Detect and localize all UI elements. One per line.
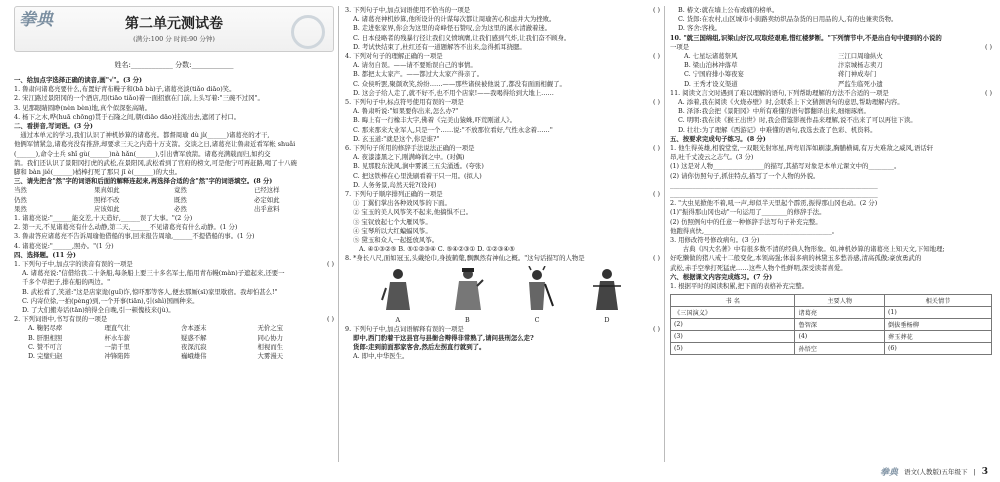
- match-term[interactable]: 当然: [14, 186, 27, 195]
- section-heading: 二、看拼音,写词语。(3 分): [14, 122, 93, 131]
- option-line[interactable]: D. 了大们搬寿话(tān)纳得全自晚,引一顿傀枝来(jù)。: [22, 306, 175, 315]
- question-line: 他跑得真快,________________________________________。: [670, 226, 839, 235]
- question-line: (1)"振得那山冈也动"一句运用了________的修辞手法。: [670, 208, 826, 217]
- option-cell[interactable]: 夜深沉寂: [181, 342, 207, 351]
- table-cell[interactable]: (2): [671, 319, 795, 331]
- column-divider: [338, 6, 339, 462]
- question-line: (1) 这是对人物________________的描写,其描写对象是本单元课文中的________。: [670, 162, 901, 171]
- option-line[interactable]: D. 壮壮:为了理解《西游记》中难懂的语句,我选去查了色彩、机资料。: [678, 125, 877, 134]
- match-term[interactable]: 必然: [174, 204, 187, 213]
- figure-labels: [345, 316, 660, 325]
- question-line: 2. 下列词语中,书写有误的一项是 ( ): [14, 315, 334, 324]
- question-line: 4. 杨下之木,哗(huā chōng)贯于石隆之间,朝(diāo dāo)挂流出去,遮闭了村口。: [14, 112, 241, 121]
- question-line: 9. 下列句子中,加点词语解释有误的一项是 ( ): [345, 324, 660, 333]
- match-term[interactable]: 既然: [174, 195, 187, 204]
- option-cell[interactable]: 理直气壮: [104, 324, 131, 333]
- option-row: [670, 52, 992, 61]
- answer-bracket[interactable]: ( ): [652, 144, 660, 153]
- question-line: (2) 仿照例句中的任意一种修辞手法写句子补充完整。: [670, 217, 822, 226]
- table-row: [671, 331, 992, 343]
- option-row: [14, 324, 334, 333]
- page-footer: 拳典 语文(人教版)五年级下 | 3: [879, 466, 988, 478]
- option-line[interactable]: B. 泽泽:我会把《景阳冈》中所有难懂的语句都翻译出来,细细琢磨。: [678, 107, 870, 116]
- table-cell[interactable]: 鲁智深: [795, 319, 885, 331]
- option-line[interactable]: B. 武松看了,笑道:"这是店家诡(guǐ)诈,惊吓那等客人,便去那厮(sī)家里歇宿。我却怕甚么!": [22, 287, 278, 296]
- match-term[interactable]: 应该如此: [94, 204, 120, 213]
- option-cell[interactable]: A. 七星坛诸葛祭风: [684, 52, 738, 61]
- figure-label: A: [395, 315, 401, 324]
- option-line[interactable]: B. 见那股东洗风,涧中雾溪三五尖涌透。(夸张): [353, 162, 484, 171]
- option-line[interactable]: C. 把这铁棒在心里洗刷看着干只一用。(拟人): [353, 171, 482, 180]
- answer-bracket[interactable]: ( ): [652, 98, 660, 107]
- option-cell[interactable]: 相视而生: [257, 342, 284, 351]
- table-row: [671, 319, 992, 331]
- question-line: 5. 下列句子中,标点符号使用有误的一项是 ( ): [345, 98, 660, 107]
- question-line: 3. 鲁肃答应诸葛亮不告诉周瑜他借船的事,回来报告周瑜,______不提借船的事。(1 分): [14, 232, 255, 241]
- option-row: [14, 343, 334, 352]
- answer-bracket[interactable]: ( ): [652, 6, 660, 14]
- table-row: [671, 307, 992, 319]
- option-cell[interactable]: 蒋门神成寿门: [838, 70, 877, 79]
- question-line: 通过本单元的学习,我们认识了神机妙算的诸葛亮。都督周瑜 dù jì(______)诸葛亮的才干,: [14, 131, 270, 140]
- table-header: 相关情节: [884, 295, 991, 307]
- option-line[interactable]: D. 人务务景,岛然天轮?(设问): [353, 180, 437, 189]
- question-line: 昂,吐千丈凌云之志气。(3 分): [670, 153, 754, 162]
- question-line: 1. 他生得英雄,相貌堂堂,一双眼光射寒星,两弯眉浑如刷漆,胸脯横阔,有万夫难敌之威风,语话轩: [670, 144, 934, 153]
- option-row: [670, 70, 992, 79]
- question-line: 4. 诸葛亮说:"______,照办。"(1 分): [14, 241, 114, 250]
- question-line: _________________________________________________________________: [670, 190, 878, 199]
- table-cell[interactable]: (5): [671, 343, 795, 355]
- table-cell[interactable]: (3): [671, 331, 795, 343]
- option-cell[interactable]: 杯水车薪: [104, 333, 131, 342]
- option-line[interactable]: A. 夜漆漆黑之下,刚满峰润之中。(对偶): [353, 153, 465, 162]
- match-row: [14, 205, 334, 214]
- option-cell[interactable]: C. 赞不可言: [28, 342, 63, 351]
- option-cell[interactable]: 巍峨雄伟: [181, 352, 207, 361]
- section-heading: 10. "就三国绵组,识梁山好汉,叹取经艰难,惜红楼梦断。"下列情节中,不是出自句中提到的小说的: [670, 33, 942, 42]
- option-line[interactable]: D. 这会子给人走了,就不好不,也不用个店家!——我喝得给到大地上……: [353, 88, 554, 97]
- question-line: 4. 下列对句子的理解正确的一项是 ( ): [345, 52, 660, 61]
- table-cell[interactable]: (4): [795, 331, 885, 343]
- option-line[interactable]: B. 都把太太家产。——都过大太家产得亲了。: [353, 70, 484, 79]
- column-divider: [664, 6, 665, 462]
- match-term[interactable]: 出乎意料: [254, 204, 280, 213]
- match-term[interactable]: 果真如此: [94, 186, 120, 195]
- match-row: [14, 186, 334, 195]
- table-row: [671, 343, 992, 355]
- question-line: 脚和 bàn jiě(______)梢棒打死了那只 jī è(______)的大虫。: [14, 168, 182, 177]
- option-cell[interactable]: 三江口周瑜纵火: [838, 52, 883, 61]
- question-line: 6. 下列句子所用的修辞手法说法正确的一项是 ( ): [345, 144, 660, 153]
- book-table: [670, 294, 992, 355]
- option-cell[interactable]: C. 宁国府排小筹夜宴: [684, 70, 744, 79]
- question-line: (______),命令士兵 shǐ gù(______)nà hǎn(______),引出曹军放箭。诸葛亮满载而归,如约交: [14, 149, 271, 158]
- question-line: 3. 见那眼睛圆睁(nèn bèn)地,真个似深张高睛。: [14, 103, 152, 112]
- match-term[interactable]: 已经这样: [254, 186, 280, 195]
- option-line[interactable]: D. 客舍:客栈。: [678, 24, 722, 33]
- table-cell[interactable]: 倒拔垂杨柳: [884, 319, 991, 331]
- section-heading[interactable]: 即中,西门豹着干这县官与县衙合辩得非常熟了,请问县刑怎么走?: [353, 333, 534, 342]
- question-line: 2. 宋江路过景阳冈的一个酒店,用(tiāo tiǎo)着一面招旗在门前,上头写着:"三碗不过冈"。: [14, 94, 264, 103]
- option-cell[interactable]: 汴京城杨志卖刀: [838, 61, 883, 70]
- table-cell[interactable]: 孙悟空: [795, 343, 885, 355]
- section-heading: 六、根据课文内容完成练习。(7 分): [670, 272, 773, 281]
- figure-label: C: [534, 315, 540, 324]
- question-line: 2. 第一天,不见诸葛亮有什么动静,第二天,______不见诸葛亮有什么动静。(1 分): [14, 223, 238, 232]
- option-line[interactable]: ① 丁翼们掌出各种效风筝的下面。: [353, 199, 451, 208]
- question-line: 3. 下列句子中,加点词语使用不恰当的一项是 ( ): [345, 6, 660, 14]
- option-cell[interactable]: 同心协力: [257, 333, 284, 342]
- option-cell[interactable]: D. 王秀才设义渠道: [684, 79, 738, 88]
- option-line[interactable]: ④ 宝琴所以大红蝙蝠风筝。: [353, 226, 432, 235]
- option-line[interactable]: B. 走进张家界,你会为这里的奇峰怪石赞叹,会为这里的溪水清澈着迷。: [353, 24, 552, 33]
- option-cell[interactable]: 疑惑不解: [181, 333, 207, 342]
- question-line: _________________________________________________________________: [670, 180, 878, 189]
- option-line[interactable]: A. 请勿自误。——请不要贻误自己的事情。: [353, 61, 477, 70]
- brand-logo: 拳典: [19, 10, 53, 30]
- option-cell[interactable]: A. 鞠躬尽瘁: [28, 324, 63, 333]
- option-cell[interactable]: B. 梁山泊林冲落草: [684, 61, 738, 70]
- figure-c-image[interactable]: [519, 266, 555, 312]
- table-cell[interactable]: (6): [884, 343, 991, 355]
- answer-bracket[interactable]: ( ): [326, 260, 334, 269]
- question-line: 他俩军情紧急,诸葛亮没有推辞,却要求三天之内造十万支箭。交谈之日,诸葛亮让鲁肃近看军帐 shuǎi: [14, 140, 296, 149]
- column-left: [14, 0, 334, 482]
- option-cell[interactable]: B. 肝胆相照: [28, 333, 63, 342]
- option-line[interactable]: C. 内寄位徐,一拍(pèng)到,一个开事(tiān),引(shì)国画种来。: [22, 296, 199, 305]
- option-line[interactable]: C. 众侯听罢,聚颜欢笑,纷纷……——那些诸侯被他说了,都没有面面相觑了。: [353, 79, 566, 88]
- footer-subject: 语文(人教版)五年级下: [903, 468, 968, 476]
- match-term[interactable]: 竟然: [174, 186, 187, 195]
- table-cell[interactable]: 诸葛亮: [795, 307, 885, 319]
- footer-brand: 拳典: [879, 468, 898, 478]
- option-row: [14, 352, 334, 361]
- option-cell[interactable]: 冲锋陷阵: [104, 352, 131, 361]
- match-term[interactable]: 果然: [14, 204, 27, 213]
- option-line[interactable]: ⑤ 黛玉和众人一起挺放风筝。: [353, 236, 439, 245]
- figure-label: B: [464, 315, 470, 324]
- option-line[interactable]: A. 鲁肃听说:"如果要你出来,怎么办?": [353, 107, 459, 116]
- option-line[interactable]: 千多个草把子,排在船的两边。": [22, 278, 111, 287]
- table-header: 主要人物: [795, 295, 885, 307]
- question-line: 古典《四大名著》中有很多数不清的经典人物形象。如,神机妙算的诸葛亮上知天文,下知地理;: [670, 245, 945, 254]
- option-line[interactable]: B. 晦上有一行橡丰大字,佛着《完美山猿蛛,吓荒刚道人》。: [353, 116, 516, 125]
- section-heading: 五、按要求完成句子练习。(8 分): [670, 134, 766, 143]
- figure-label: D: [604, 315, 610, 324]
- option-line[interactable]: ③ 宝钗放起七个大雁风筝。: [353, 217, 432, 226]
- section-heading[interactable]: 货郎:走到前面那家客舍,然后左拐直行就到了。: [353, 343, 486, 352]
- option-line[interactable]: ② 宝玉的美人风筝笑不起来,他搞惧不已。: [353, 208, 473, 217]
- option-line[interactable]: C. 明明:我在读《猴王出世》时,我会借鉴影视作品来理解,说不出来了可以再往下读。: [678, 116, 917, 125]
- question-line: 3. 用修改符号修改病句。(3 分): [670, 236, 760, 245]
- table-cell[interactable]: 葬玉葬花: [884, 331, 991, 343]
- question-line: 武松,赤手空拳打死猛虎……这些人物个性鲜明,深受读者喜爱。: [670, 263, 847, 272]
- name-score-field[interactable]: 姓名:____________ 分数:____________: [114, 61, 234, 69]
- answer-bracket[interactable]: ( ): [652, 52, 660, 61]
- section-heading: 三、请先把含"然"字的词语和后面的解释连起来,再选择合适的含"然"字的词语填空。(8 分): [14, 177, 273, 186]
- figure-d-image[interactable]: [589, 266, 625, 312]
- match-row: [14, 196, 334, 205]
- figure-b-image[interactable]: [450, 266, 486, 312]
- question-line: 1. 根据平时的阅读积累,把下面的表格补充完整。: [670, 282, 808, 291]
- table-header: 书 名: [671, 295, 795, 307]
- option-line[interactable]: B. 椿文:就在墙上公布或痛的榜单。: [678, 6, 779, 14]
- question-line: 11. 阅读文言文时遇到了难以理解的语句,下列帮助理解的方法不合适的一项是 ( ): [670, 88, 992, 97]
- match-term[interactable]: 必定如此: [254, 195, 280, 204]
- column-right: [670, 0, 992, 482]
- answer-bracket[interactable]: ( ): [984, 42, 992, 51]
- question-line: 1. 鲁肃问诸葛亮要什么,布置好青布幔子和(bā bà)子,诸葛亮淡(tiǎo diāo)笑。: [14, 85, 236, 94]
- title-banner: [14, 6, 334, 52]
- question-line: (2) 请你仿照句子,抓住特点,描写了一个人物的外貌。: [670, 171, 820, 180]
- figure-choices: [345, 264, 660, 316]
- option-cell[interactable]: 一箭千里: [104, 342, 131, 351]
- answer-bracket[interactable]: ( ): [652, 324, 660, 333]
- option-line[interactable]: A. 即中,中华医生。: [353, 352, 409, 361]
- option-cell[interactable]: 大雾漫天: [257, 352, 284, 361]
- page-number: 3: [981, 466, 988, 477]
- answer-bracket[interactable]: ( ): [652, 254, 660, 263]
- section-heading: 一、给加点字选择正确的读音,画"√"。(3 分): [14, 76, 143, 84]
- option-line[interactable]: A. 诸葛亮说:"信借给我二十条船,每条船上要三十多名军士,船用青布幔(màn)子遮起来,还要一: [22, 269, 285, 278]
- table-cell[interactable]: 《三国演义》: [671, 307, 795, 319]
- option-cell[interactable]: 舍本逐末: [181, 324, 207, 333]
- question-line: 箭。我们还认识了景阳冈打虎的武松,在景阳冈,武松看到了官府的榜文,可是他宁可再赶路,喝了十八碗: [14, 158, 297, 167]
- question-line: 1. 下列句子中,加点字的读音有误的一项是 ( ): [14, 260, 334, 269]
- question-line: 一项是 ( ): [670, 42, 992, 51]
- option-line[interactable]: D. 考试快结束了,杜红还有一道题解答不出来,急得抓耳挠腮。: [353, 42, 526, 51]
- option-line[interactable]: C. 货郎:在农村,山区城市小街路卖纺织品杂货的日用品的人,有的也兼卖货物。: [678, 15, 898, 24]
- score-time: (满分:100 分 时间:90 分钟): [133, 35, 215, 43]
- option-row: [670, 80, 992, 89]
- option-cell[interactable]: 无价之宝: [257, 324, 284, 333]
- option-line[interactable]: C. 日本侵略者的残暴行径让我们义愤填膺,让我们感到气炸,让我们奋不顾身。: [353, 33, 571, 42]
- section-heading: 四、选择题。(11 分): [14, 250, 76, 259]
- answer-bracket[interactable]: ( ): [326, 315, 334, 324]
- question-line: 8. *身长八尺,面如冠玉,头戴纶巾,身披鹤氅,飘飘然有神仙之概。"这句话描写的人物是 ( ): [345, 254, 660, 263]
- question-line: 2. "大虫见掀他不着,吼一声,却似半天里起个霹雳,振得那山冈也动。(2 分): [670, 199, 878, 208]
- option-row: [14, 334, 334, 343]
- table-cell[interactable]: (1): [884, 307, 991, 319]
- match-term[interactable]: 仍然: [14, 195, 27, 204]
- answer-bracket[interactable]: ( ): [652, 190, 660, 199]
- answer-options[interactable]: A. ④①③②⑤ B. ⑤①②③④ C. ⑤④②③① D. ①②③④⑤: [359, 245, 515, 254]
- option-cell[interactable]: D. 完璧归赵: [28, 352, 63, 361]
- question-line: 1. 诸葛亮说:"______能交差,十天造好,______误了大事。"(2 分): [14, 214, 193, 223]
- option-line[interactable]: D. 玄玉道:"就是这个,你是谁?": [353, 134, 440, 143]
- page-title: 第二单元测试卷: [125, 16, 223, 32]
- figure-a-image[interactable]: [380, 266, 416, 312]
- option-line[interactable]: A. 添着,我在阅读《火烧赤壁》时,会联系上下文猜测语句的意思,帮助理解内容。: [678, 98, 904, 107]
- question-line: 7. 下列句子顺序排列正确的一项是 ( ): [345, 190, 660, 199]
- option-cell[interactable]: 严监生临死小遗: [838, 79, 883, 88]
- match-term[interactable]: 照样不改: [94, 195, 120, 204]
- question-line: 好吃懒做的猪八戒十二般变化,本领高强;体弱多病的林黛玉多愁善感,清高孤傲;豪放勇武的: [670, 254, 922, 263]
- answer-bracket[interactable]: ( ): [984, 88, 992, 97]
- option-line[interactable]: A. 诸葛亮神机妙算,他所设计的计谋每次都让周瑜苦心积虑并大为挫败。: [353, 15, 556, 24]
- column-middle: [345, 0, 660, 482]
- option-line[interactable]: C. 那来那来大业军人,只是一个……说:"不放那位看好,气性永念着……": [353, 125, 553, 134]
